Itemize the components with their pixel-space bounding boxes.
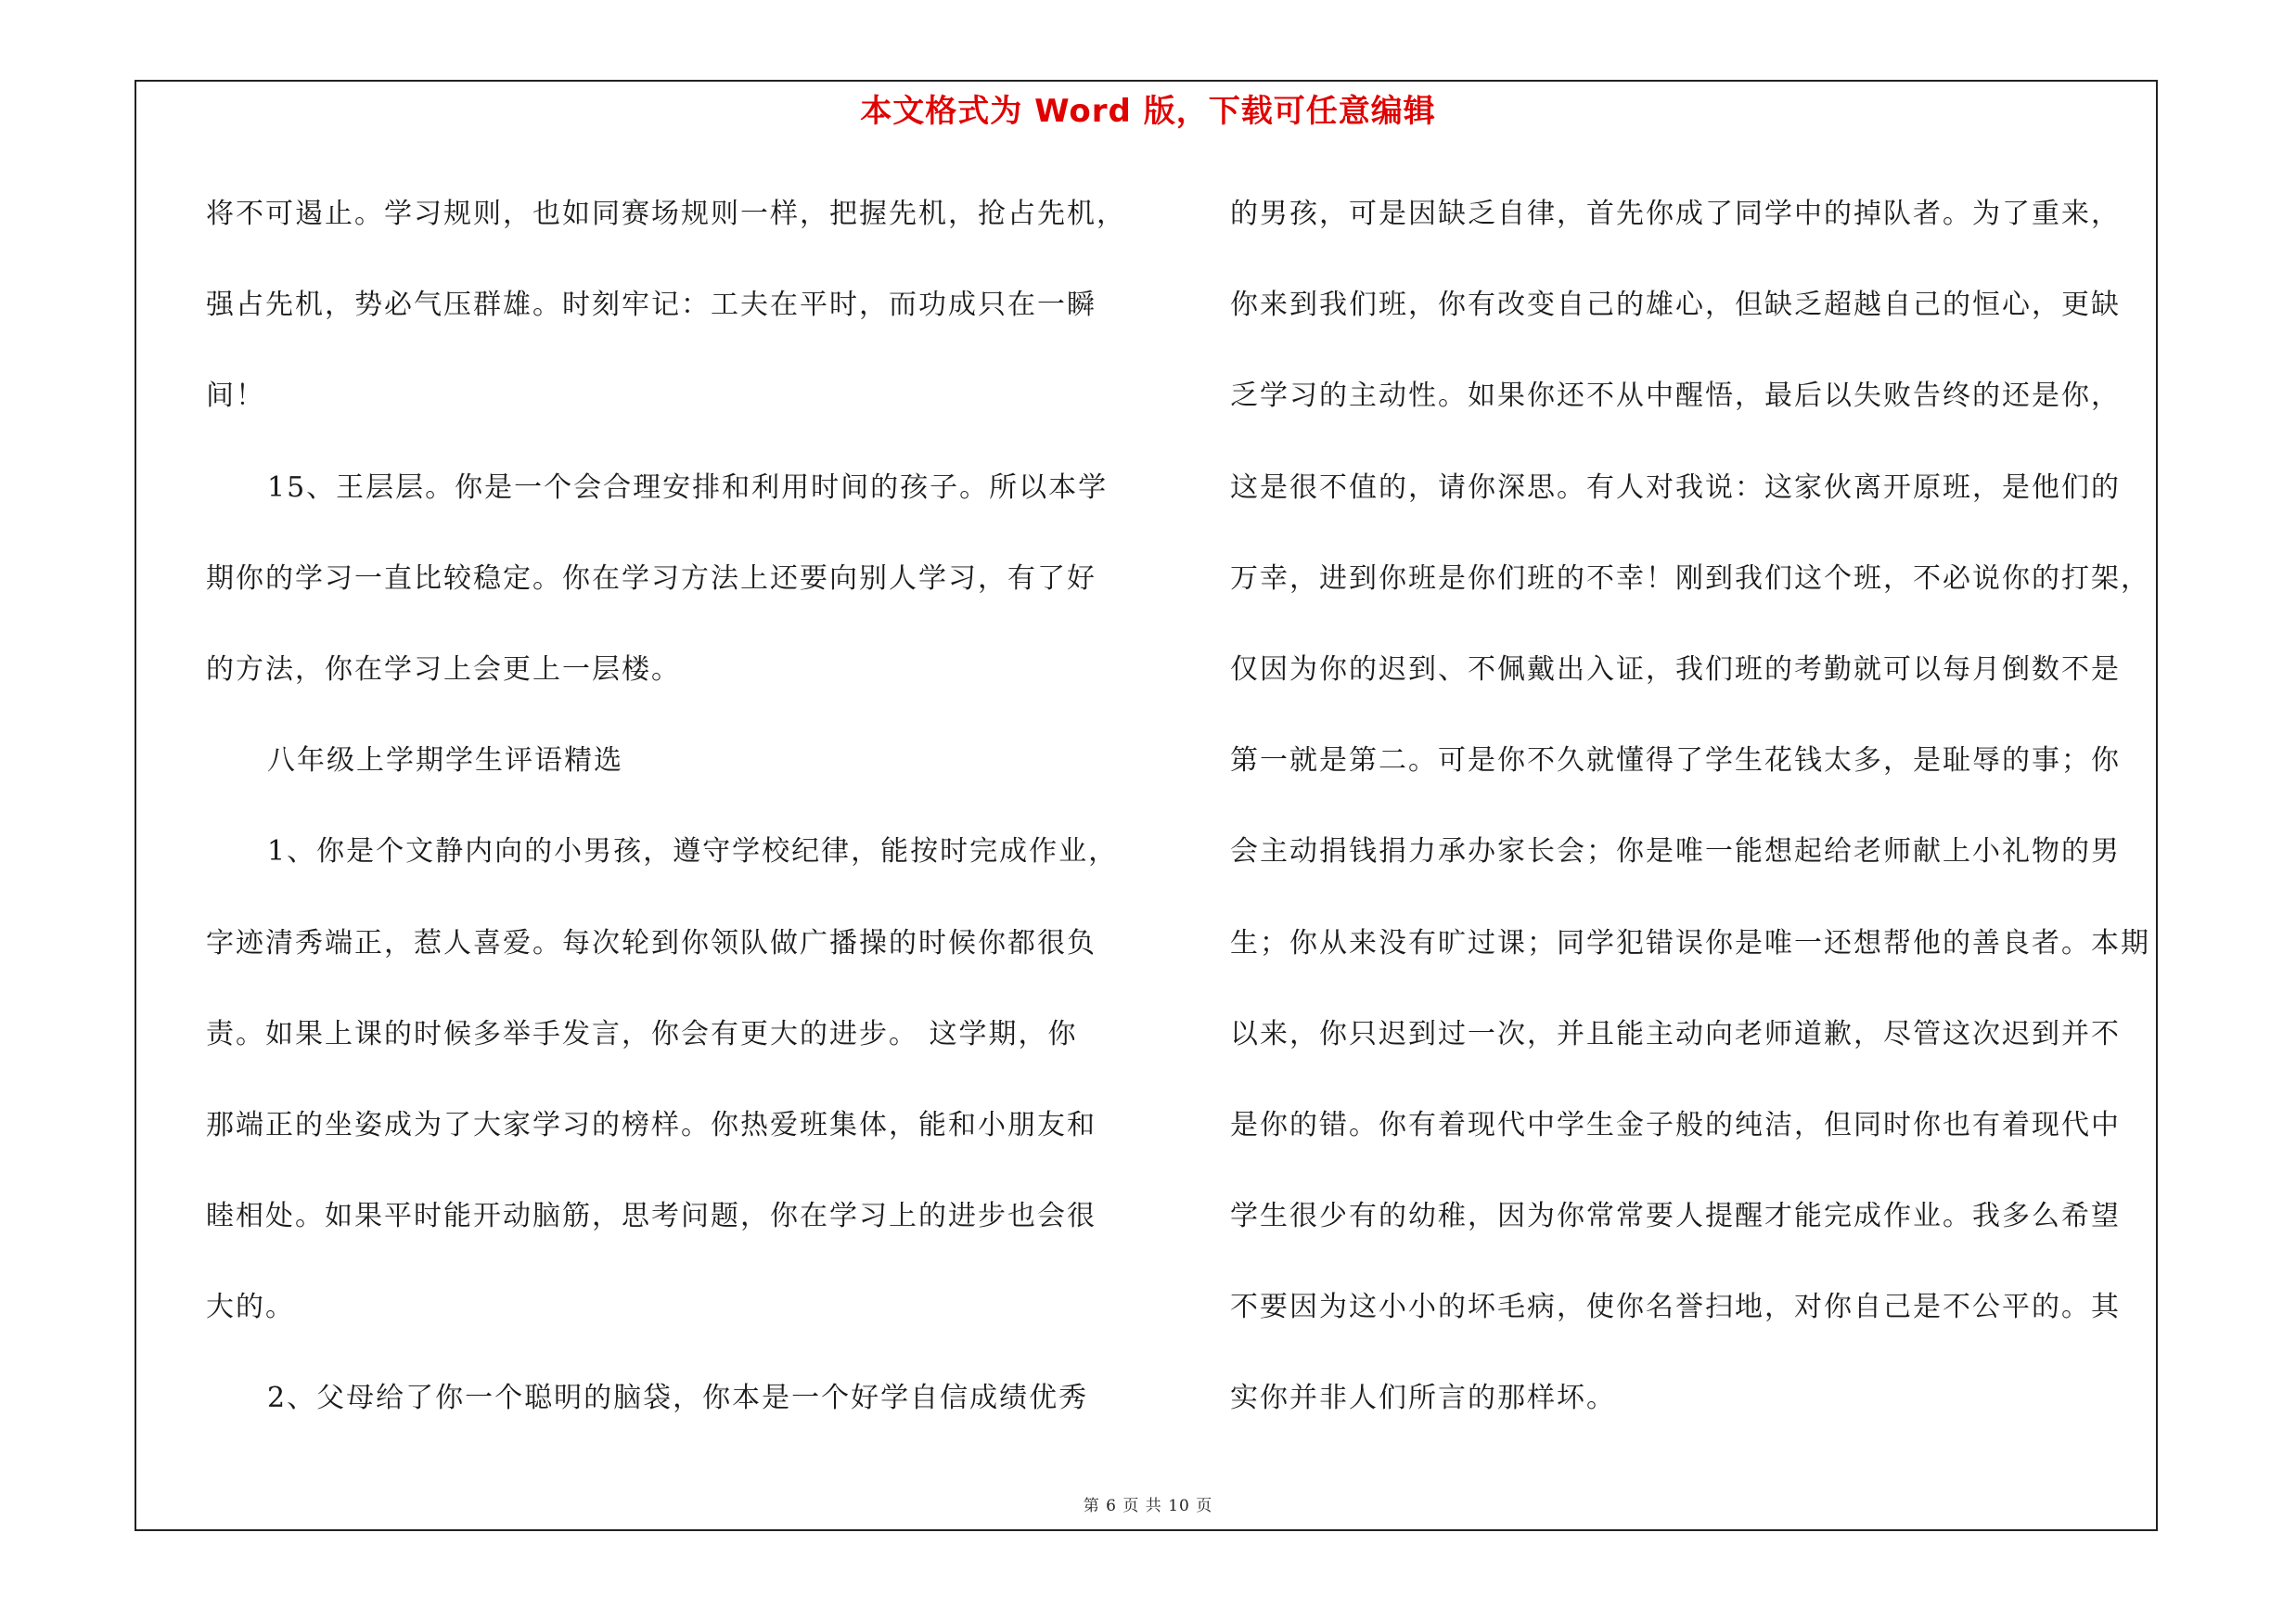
text-line: 1、你是个文静内向的小男孩，遵守学校纪律，能按时完成作业， — [267, 835, 1119, 869]
text-line: 间！ — [206, 380, 265, 413]
text-line: 乏学习的主动性。如果你还不从中醒悟，最后以失败告终的还是你， — [1230, 380, 2121, 413]
text-line: 字迹清秀端正，惹人喜爱。每次轮到你领队做广播操的时候你都很负 — [206, 926, 1097, 960]
text-line: 将不可遏止。学习规则，也如同赛场规则一样，把握先机，抢占先机， — [206, 198, 1126, 230]
text-line: 这是很不值的，请你深思。有人对我说：这家伙离开原班，是他们的 — [1230, 470, 2121, 504]
text-line: 的方法，你在学习上会更上一层楼。 — [206, 652, 681, 686]
text-line: 大的。 — [206, 1291, 295, 1324]
text-line: 你来到我们班，你有改变自己的雄心，但缺乏超越自己的恒心，更缺 — [1230, 289, 2121, 322]
text-line: 是你的错。你有着现代中学生金子般的纯洁，但同时你也有着现代中 — [1230, 1108, 2121, 1141]
text-line: 15、王层层。你是一个会合理安排和利用时间的孩子。所以本学 — [267, 470, 1109, 504]
text-line: 实你并非人们所言的那样坏。 — [1230, 1382, 1616, 1415]
text-line: 那端正的坐姿成为了大家学习的榜样。你热爱班集体，能和小朋友和 — [206, 1108, 1097, 1141]
text-line: 学生很少有的幼稚，因为你常常要人提醒才能完成作业。我多么希望 — [1230, 1200, 2121, 1233]
text-line: 万幸，进到你班是你们班的不幸！刚到我们这个班，不必说你的打架， — [1230, 561, 2150, 595]
text-line: 期你的学习一直比较稳定。你在学习方法上还要向别人学习，有了好 — [206, 561, 1097, 595]
text-line: 的男孩，可是因缺乏自律，首先你成了同学中的掉队者。为了重来， — [1230, 198, 2121, 230]
text-line: 睦相处。如果平时能开动脑筋，思考问题，你在学习上的进步也会很 — [206, 1200, 1097, 1233]
format-banner: 本文格式为 Word 版，下载可任意编辑 — [860, 93, 1436, 130]
text-line: 会主动捐钱捐力承办家长会；你是唯一能想起给老师献上小礼物的男 — [1230, 835, 2121, 869]
text-line: 以来，你只迟到过一次，并且能主动向老师道歉，尽管这次迟到并不 — [1230, 1017, 2121, 1050]
text-line: 2、父母给了你一个聪明的脑袋，你本是一个好学自信成绩优秀 — [267, 1382, 1089, 1415]
right-text-column — [1230, 182, 2167, 1458]
left-text-column — [206, 182, 1143, 1458]
text-line: 不要因为这小小的坏毛病，使你名誉扫地，对你自己是不公平的。其 — [1230, 1291, 2121, 1324]
page-number: 第 6 页 共 10 页 — [1083, 1497, 1213, 1515]
text-line: 责。如果上课的时候多举手发言，你会有更大的进步。 这学期，你 — [206, 1017, 1078, 1050]
text-line: 强占先机，势必气压群雄。时刻牢记：工夫在平时，而功成只在一瞬 — [206, 289, 1097, 322]
section-heading: 八年级上学期学生评语精选 — [267, 744, 623, 778]
text-line: 生；你从来没有旷过课；同学犯错误你是唯一还想帮他的善良者。本期 — [1230, 926, 2150, 960]
text-line: 第一就是第二。可是你不久就懂得了学生花钱太多，是耻辱的事；你 — [1230, 744, 2121, 778]
text-line: 仅因为你的迟到、不佩戴出入证，我们班的考勤就可以每月倒数不是 — [1230, 652, 2121, 686]
